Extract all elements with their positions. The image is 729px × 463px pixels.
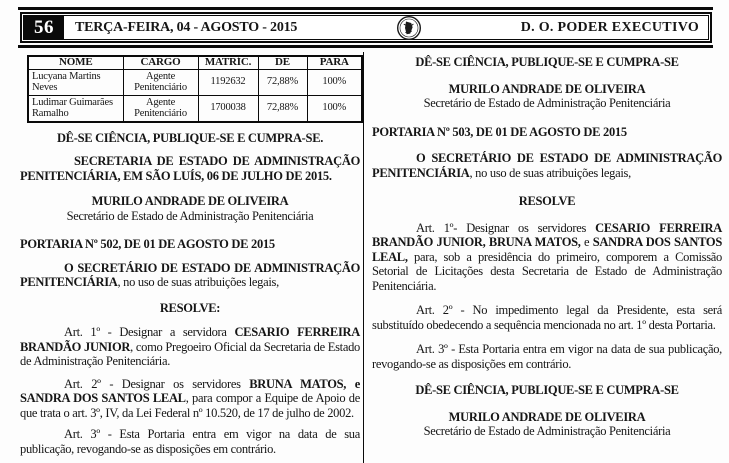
edition-title: D. O. PODER EXECUTIVO — [520, 19, 700, 35]
article-text: e — [580, 235, 593, 249]
cell-de: 72,88% — [258, 95, 307, 122]
preamble-authority: O SECRETÁRIO DE ESTADO DE ADMINISTRAÇÃO PENITENCIÁRIA — [20, 260, 360, 289]
cell-para: 100% — [307, 69, 362, 95]
cell-cargo: Agente Penitenciário — [123, 69, 198, 95]
table-header-row — [28, 56, 362, 69]
cell-para: 100% — [307, 95, 362, 122]
portaria-503-title: PORTARIA Nº 503, DE 01 DE AGOSTO DE 2015 — [372, 124, 627, 139]
signer-name: MURILO ANDRADE DE OLIVEIRA — [91, 194, 289, 208]
table-row — [28, 95, 362, 122]
article-text: Art. 2º - Designar os servidores — [64, 376, 250, 391]
signer-role: Secretário de Estado de Administração Penitenciária — [423, 424, 671, 438]
preamble-authority: O SECRETÁRIO DE ESTADO DE ADMINISTRAÇÃO PENITENCIÁRIA — [372, 151, 722, 180]
cell-matric: 1192632 — [198, 69, 258, 95]
col-header-para: PARA — [307, 56, 362, 69]
table-body — [28, 69, 362, 122]
cell-matric: 1700038 — [198, 95, 258, 122]
article-text: , para compor a Equipe de Apoio de que trata o art. 3º, IV, da Lei Federal nº 10.520, de 17 de julho de 2002. — [20, 391, 360, 420]
col-header-cargo: CARGO — [123, 56, 198, 69]
portaria-502-title: PORTARIA Nº 502, DE 01 DE AGOSTO DE 2015 — [20, 237, 275, 251]
article-text: Art. 1º- Designar os servidores — [416, 220, 596, 235]
resolve-heading: RESOLVE: — [159, 300, 221, 315]
header-bottom-rule — [18, 45, 713, 48]
page-number-badge: 56 — [24, 16, 64, 39]
col-header-de: DE — [258, 56, 307, 69]
col-header-matric: MATRÍC. — [198, 56, 258, 69]
resolve-heading: RESOLVE — [518, 194, 576, 208]
article-1-paragraph — [372, 221, 722, 294]
place-date-paragraph: SECRETARIA DE ESTADO DE ADMINISTRAÇÃO PENITENCIÁRIA, EM SÃO LUÍS, 06 DE JULHO DE 2015. — [20, 154, 360, 183]
closing-formula: DÊ-SE CIÊNCIA, PUBLIQUE-SE E CUMPRA-SE. — [56, 130, 324, 145]
closing-formula: DÊ-SE CIÊNCIA, PUBLIQUE-SE E CUMPRA-SE — [415, 55, 679, 69]
signer-name: MURILO ANDRADE DE OLIVEIRA — [448, 81, 646, 96]
article-2-paragraph — [20, 377, 360, 421]
article-text: Art. 1º - Designar a servidora — [64, 325, 235, 339]
cell-cargo: Agente Penitenciário — [123, 95, 198, 122]
preamble-paragraph — [372, 151, 722, 180]
date-label: TERÇA-FEIRA, 04 - AGOSTO - 2015 — [75, 19, 298, 35]
table-row — [28, 69, 362, 95]
preamble-paragraph — [20, 261, 360, 290]
left-column — [20, 53, 360, 456]
article-3-paragraph: Art. 3º - Esta Portaria entra em vigor na data de sua publicação, revogando-se as disposições em contrário. — [372, 342, 722, 371]
preamble-rest: , no uso de suas atribuições legais, — [469, 165, 631, 180]
page-header — [20, 12, 712, 43]
signer-name: MURILO ANDRADE DE OLIVEIRA — [448, 409, 646, 424]
header-top-rule — [18, 7, 713, 10]
cell-de: 72,88% — [258, 69, 307, 95]
article-text: para, sob a presidência do primeiro, comporem a Comissão Setorial de Licitações desta Secretaria de Estado de Administração Penitenciária. — [372, 249, 722, 293]
article-text: , como Pregoeiro Oficial da Secretaria de Estado de Administração Penitenciária. — [20, 339, 360, 368]
servant-name: CESARIO FERREIRA BRANDÃO JUNIOR — [20, 325, 360, 354]
closing-formula: DÊ-SE CIÊNCIA, PUBLIQUE-SE E CUMPRA-SE — [415, 383, 679, 397]
article-3-paragraph: Art. 3º - Esta Portaria entra em vigor na data de sua publicação, revogando-se as disposições em contrário. — [20, 427, 360, 456]
servant-name: SANDRA DOS SANTOS LEAL, — [372, 235, 722, 264]
column-divider-rule — [363, 52, 364, 463]
salary-adjustment-table — [27, 55, 363, 123]
article-1-paragraph — [20, 325, 360, 369]
signer-role: Secretário de Estado de Administração Penitenciária — [423, 96, 671, 110]
article-2-paragraph: Art. 2º - No impedimento legal da Presidente, esta será substituído obedecendo a sequência mencionada no art. 1º desta Portaria. — [372, 303, 722, 332]
cell-nome: Ludimar Guimarães Ramalho — [28, 95, 123, 122]
preamble-rest: , no uso de suas atribuições legais, — [117, 275, 279, 289]
right-column — [372, 53, 722, 439]
signer-role: Secretário de Estado de Administração Penitenciária — [66, 208, 314, 223]
page-header-inner-frame — [23, 15, 709, 40]
servant-names: BRUNA MATOS, e SANDRA DOS SANTOS LEAL — [20, 376, 360, 405]
col-header-nome: NOME — [28, 56, 123, 69]
servant-names: CESARIO FERREIRA BRANDÃO JUNIOR, BRUNA MATOS, — [372, 220, 722, 249]
coat-of-arms-icon — [396, 15, 422, 41]
cell-nome: Lucyana Martins Neves — [28, 69, 123, 95]
table-head — [28, 56, 362, 69]
